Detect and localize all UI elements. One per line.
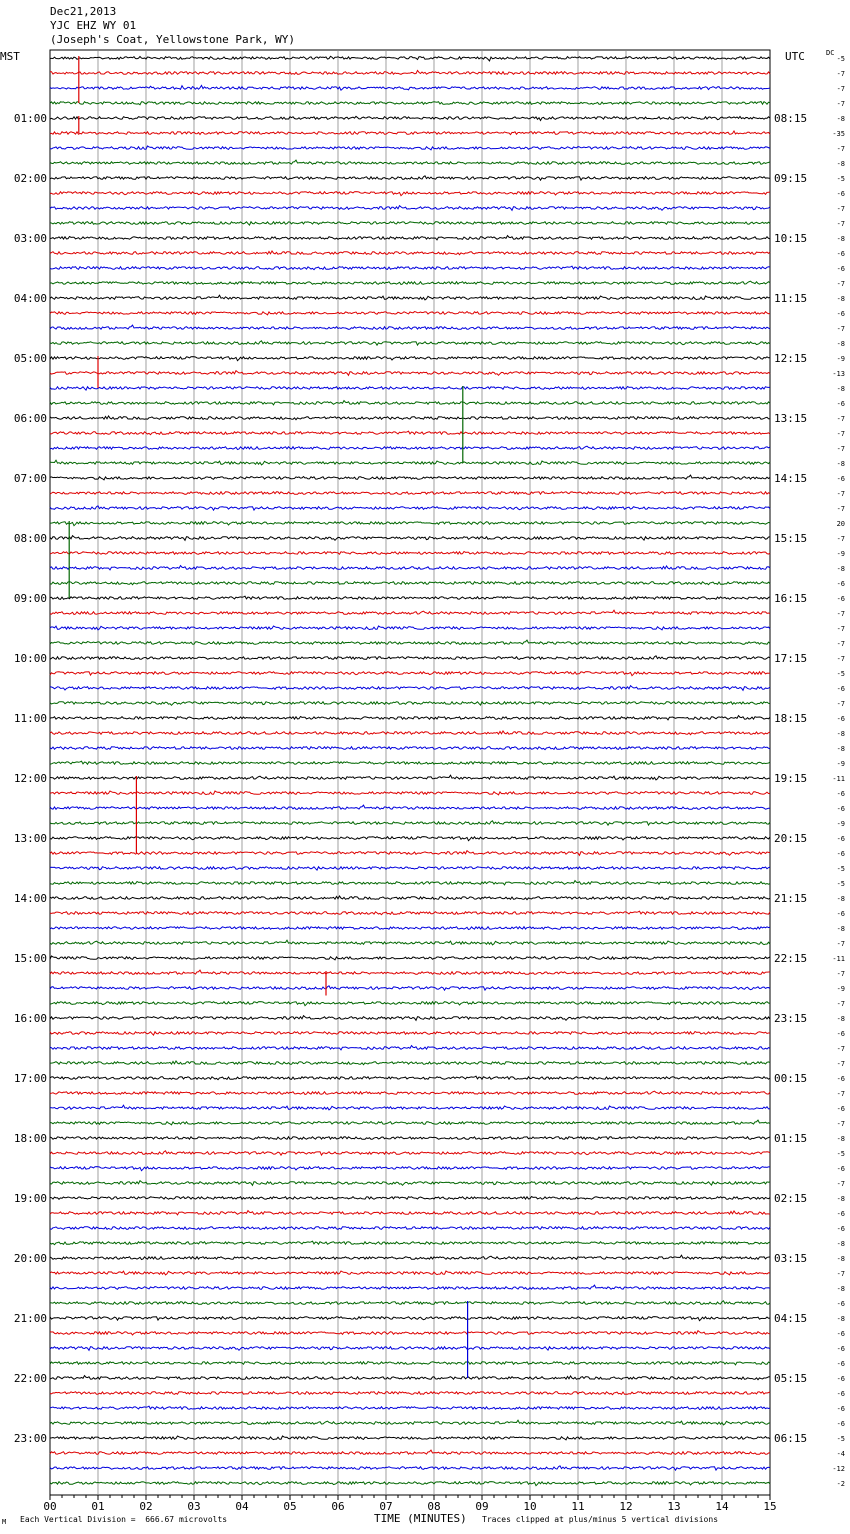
seismic-trace	[50, 1227, 770, 1230]
seismic-trace	[50, 506, 770, 510]
dc-offset-value: -7	[836, 280, 845, 288]
left-hour-label: 19:00	[13, 1192, 47, 1205]
vertical-division-note: Each Vertical Division = 666.67 microvolts	[20, 1515, 228, 1524]
dc-offset-value: -5	[836, 1435, 845, 1443]
right-hour-label: 15:15	[774, 532, 808, 545]
left-hour-label: 10:00	[13, 652, 47, 665]
right-hour-label: 08:15	[774, 112, 808, 125]
right-hour-label: 16:15	[774, 592, 808, 605]
dc-offset-value: -5	[836, 1150, 845, 1158]
seismic-trace	[50, 1061, 770, 1065]
seismic-trace	[50, 1151, 770, 1155]
dc-offset-value: -7	[836, 640, 845, 648]
dc-offset-value: -7	[836, 1180, 845, 1188]
seismic-trace	[50, 881, 770, 885]
x-tick-label: 05	[283, 1500, 297, 1513]
dc-offset-value: -7	[836, 325, 845, 333]
dc-offset-value: -5	[836, 175, 845, 183]
left-timezone-label: MST	[0, 50, 20, 63]
dc-offset-value: -6	[836, 1165, 845, 1173]
seismic-trace	[50, 206, 770, 211]
dc-offset-value: -9	[836, 820, 845, 828]
seismic-trace	[50, 927, 770, 930]
station-label: YJC EHZ WY 01	[50, 19, 137, 32]
seismic-trace	[50, 1482, 770, 1486]
seismic-trace	[50, 686, 770, 691]
dc-offset-value: -6	[836, 1375, 845, 1383]
dc-offset-value: -9	[836, 355, 845, 363]
dc-offset-value: -9	[836, 550, 845, 558]
dc-offset-value: -8	[836, 1315, 845, 1323]
seismic-trace	[50, 222, 770, 225]
dc-offset-value: -11	[832, 955, 845, 963]
seismic-trace	[50, 1331, 770, 1335]
dc-offset-value: -8	[836, 1240, 845, 1248]
seismic-trace	[50, 325, 770, 329]
x-tick-label: 06	[331, 1500, 345, 1513]
seismic-trace	[50, 536, 770, 541]
seismic-trace	[50, 805, 770, 809]
dc-offset-value: -7	[836, 205, 845, 213]
x-tick-label: 12	[619, 1500, 633, 1513]
right-hour-label: 09:15	[774, 172, 808, 185]
seismic-trace	[50, 1076, 770, 1080]
dc-offset-value: -7	[836, 625, 845, 633]
seismic-trace	[50, 640, 770, 644]
seismic-trace	[50, 1406, 770, 1409]
x-tick-label: 08	[427, 1500, 441, 1513]
seismic-trace	[50, 1450, 770, 1454]
left-hour-label: 06:00	[13, 412, 47, 425]
dc-offset-value: -8	[836, 160, 845, 168]
x-axis-title: TIME (MINUTES)	[374, 1512, 467, 1525]
x-tick-label: 01	[91, 1500, 105, 1513]
dc-offset-value: -7	[836, 505, 845, 513]
dc-offset-value: -7	[836, 220, 845, 228]
right-hour-label: 05:15	[774, 1372, 808, 1385]
dc-offset-value: -6	[836, 835, 845, 843]
dc-offset-value: -8	[836, 1015, 845, 1023]
dc-offset-value: -7	[836, 535, 845, 543]
seismic-trace	[50, 431, 770, 435]
seismic-trace	[50, 1196, 770, 1199]
dc-offset-value: -5	[836, 55, 845, 63]
right-hour-label: 17:15	[774, 652, 808, 665]
seismic-trace	[50, 986, 770, 990]
dc-offset-value: -6	[836, 1390, 845, 1398]
seismic-trace	[50, 1347, 770, 1351]
dc-offset-value: -8	[836, 895, 845, 903]
seismic-trace	[50, 867, 770, 870]
seismic-trace	[50, 357, 770, 361]
dc-offset-value: -6	[836, 595, 845, 603]
dc-offset-value: -6	[836, 910, 845, 918]
seismic-trace	[50, 610, 770, 614]
dc-offset-value: -8	[836, 295, 845, 303]
dc-offset-value: -5	[836, 670, 845, 678]
dc-offset-value: -7	[836, 655, 845, 663]
x-tick-label: 11	[571, 1500, 585, 1513]
left-hour-label: 08:00	[13, 532, 47, 545]
date-label: Dec21,2013	[50, 5, 117, 18]
dc-offset-value: -6	[836, 475, 845, 483]
dc-offset-value: -6	[836, 190, 845, 198]
x-tick-label: 10	[523, 1500, 537, 1513]
seismic-trace	[50, 475, 770, 480]
right-hour-label: 02:15	[774, 1192, 808, 1205]
x-tick-label: 15	[763, 1500, 777, 1513]
seismic-trace	[50, 116, 770, 120]
seismic-trace	[50, 160, 770, 164]
left-hour-label: 01:00	[13, 112, 47, 125]
seismic-trace	[50, 416, 770, 420]
left-hour-label: 13:00	[13, 832, 47, 845]
dc-offset-value: -7	[836, 415, 845, 423]
seismic-trace	[50, 70, 770, 74]
dc-offset-value: -35	[832, 130, 845, 138]
dc-offset-value: -6	[836, 1420, 845, 1428]
seismic-trace	[50, 1271, 770, 1275]
dc-offset-value: -7	[836, 430, 845, 438]
seismic-trace	[50, 281, 770, 284]
x-tick-label: 04	[235, 1500, 249, 1513]
seismic-trace	[50, 582, 770, 585]
left-hour-label: 03:00	[13, 232, 47, 245]
seismic-trace	[50, 566, 770, 570]
x-tick-label: 07	[379, 1500, 393, 1513]
seismic-trace	[50, 312, 770, 315]
seismic-trace	[50, 1255, 770, 1259]
right-hour-label: 22:15	[774, 952, 808, 965]
seismic-trace	[50, 1105, 770, 1110]
seismic-trace	[50, 791, 770, 795]
seismic-trace	[50, 236, 770, 240]
seismic-trace	[50, 656, 770, 659]
left-hour-label: 17:00	[13, 1072, 47, 1085]
seismic-trace	[50, 626, 770, 630]
seismic-trace	[50, 1301, 770, 1304]
dc-offset-value: -6	[836, 580, 845, 588]
dc-offset-value: -7	[836, 970, 845, 978]
seismic-trace	[50, 522, 770, 526]
seismic-trace	[50, 896, 770, 900]
seismic-trace	[50, 371, 770, 376]
right-hour-label: 00:15	[774, 1072, 808, 1085]
seismic-trace	[50, 970, 770, 974]
right-hour-label: 03:15	[774, 1252, 808, 1265]
seismic-trace	[50, 192, 770, 196]
dc-offset-value: -6	[836, 1030, 845, 1038]
right-hour-label: 14:15	[774, 472, 808, 485]
seismic-trace	[50, 851, 770, 856]
seismic-trace	[50, 1016, 770, 1021]
right-hour-label: 20:15	[774, 832, 808, 845]
right-hour-label: 19:15	[774, 772, 808, 785]
left-hour-label: 05:00	[13, 352, 47, 365]
seismic-trace	[50, 386, 770, 390]
seismic-trace	[50, 1211, 770, 1215]
dc-offset-value: -7	[836, 1060, 845, 1068]
seismic-trace	[50, 446, 770, 449]
seismic-trace	[50, 1376, 770, 1380]
dc-offset-value: -8	[836, 1255, 845, 1263]
dc-offset-value: -7	[836, 940, 845, 948]
left-hour-label: 23:00	[13, 1432, 47, 1445]
left-hour-label: 02:00	[13, 172, 47, 185]
dc-offset-values	[832, 55, 845, 1488]
seismic-trace	[50, 837, 770, 841]
seismic-trace	[50, 176, 770, 180]
clipping-note: Traces clipped at plus/minus 5 vertical divisions	[482, 1515, 719, 1524]
dc-offset-value: -9	[836, 760, 845, 768]
dc-offset-value: -6	[836, 400, 845, 408]
dc-offset-value: -8	[836, 1135, 845, 1143]
dc-offset-value: -6	[836, 1300, 845, 1308]
x-tick-label: 00	[43, 1500, 57, 1513]
dc-offset-header: DC	[826, 49, 835, 57]
dc-offset-value: -6	[836, 310, 845, 318]
dc-offset-value: -6	[836, 1210, 845, 1218]
seismic-trace	[50, 956, 770, 960]
dc-offset-value: -7	[836, 490, 845, 498]
seismic-trace	[50, 911, 770, 915]
right-hour-label: 13:15	[774, 412, 808, 425]
right-hour-label: 10:15	[774, 232, 808, 245]
left-hour-label: 18:00	[13, 1132, 47, 1145]
x-tick-label: 14	[715, 1500, 729, 1513]
left-hour-label: 12:00	[13, 772, 47, 785]
dc-offset-value: -8	[836, 460, 845, 468]
seismic-trace	[50, 596, 770, 599]
seismic-trace	[50, 1046, 770, 1050]
dc-offset-value: -6	[836, 1105, 845, 1113]
seismic-trace	[50, 401, 770, 405]
seismic-trace	[50, 1181, 770, 1186]
dc-offset-value: -7	[836, 85, 845, 93]
location-label: (Joseph's Coat, Yellowstone Park, WY)	[50, 33, 296, 46]
dc-offset-value: -8	[836, 925, 845, 933]
dc-offset-value: -7	[836, 610, 845, 618]
dc-offset-value: -6	[836, 850, 845, 858]
seismic-trace	[50, 85, 770, 90]
dc-offset-value: -8	[836, 565, 845, 573]
seismic-trace	[50, 1241, 770, 1245]
dc-offset-value: -9	[836, 985, 845, 993]
left-hour-label: 09:00	[13, 592, 47, 605]
dc-offset-value: -12	[832, 1465, 845, 1473]
dc-offset-value: -6	[836, 1345, 845, 1353]
seismic-trace	[50, 1285, 770, 1289]
dc-offset-value: -8	[836, 115, 845, 123]
dc-offset-value: -6	[836, 1075, 845, 1083]
seismic-trace	[50, 775, 770, 780]
seismic-trace	[50, 940, 770, 945]
seismic-trace	[50, 551, 770, 554]
seismic-trace	[50, 1317, 770, 1321]
dc-offset-value: -6	[836, 250, 845, 258]
dc-offset-value: -13	[832, 370, 845, 378]
seismic-trace	[50, 251, 770, 255]
seismic-trace	[50, 460, 770, 465]
seismic-trace	[50, 1420, 770, 1425]
dc-offset-value: -6	[836, 1360, 845, 1368]
seismic-trace	[50, 1120, 770, 1125]
seismic-trace	[50, 731, 770, 735]
seismic-trace	[50, 821, 770, 825]
dc-offset-value: -5	[836, 865, 845, 873]
x-tick-label: 02	[139, 1500, 153, 1513]
left-hour-label: 07:00	[13, 472, 47, 485]
seismic-trace	[50, 1167, 770, 1171]
seismic-trace	[50, 1392, 770, 1395]
seismic-trace	[50, 1436, 770, 1440]
seismic-trace	[50, 56, 770, 61]
dc-offset-value: -8	[836, 235, 845, 243]
seismic-trace	[50, 1137, 770, 1140]
dc-offset-value: -7	[836, 70, 845, 78]
seismic-trace	[50, 295, 770, 300]
seismic-trace	[50, 716, 770, 720]
left-hour-label: 16:00	[13, 1012, 47, 1025]
seismic-trace	[50, 747, 770, 750]
right-hour-label: 04:15	[774, 1312, 808, 1325]
dc-offset-value: -6	[836, 1225, 845, 1233]
dc-offset-value: -7	[836, 145, 845, 153]
dc-offset-value: -4	[836, 1450, 845, 1458]
footer-mark: M	[2, 1518, 7, 1526]
dc-offset-value: -6	[836, 1330, 845, 1338]
dc-offset-value: -8	[836, 340, 845, 348]
right-hour-labels	[774, 112, 807, 1445]
dc-offset-value: -6	[836, 805, 845, 813]
x-tick-label: 03	[187, 1500, 201, 1513]
dc-offset-value: -7	[836, 1270, 845, 1278]
x-tick-label: 09	[475, 1500, 489, 1513]
seismic-trace	[50, 702, 770, 706]
dc-offset-value: -7	[836, 1045, 845, 1053]
left-hour-labels	[14, 112, 47, 1445]
left-hour-label: 15:00	[13, 952, 47, 965]
right-hour-label: 18:15	[774, 712, 808, 725]
right-hour-label: 11:15	[774, 292, 808, 305]
dc-offset-value: -6	[836, 790, 845, 798]
dc-offset-value: -7	[836, 100, 845, 108]
seismic-trace	[50, 1361, 770, 1364]
dc-offset-value: -6	[836, 265, 845, 273]
dc-offset-value: -11	[832, 775, 845, 783]
dc-offset-value: -6	[836, 685, 845, 693]
right-timezone-label: UTC	[785, 50, 805, 63]
dc-offset-value: -8	[836, 745, 845, 753]
dc-offset-value: -7	[836, 1000, 845, 1008]
seismic-trace	[50, 761, 770, 764]
seismic-trace	[50, 146, 770, 150]
right-hour-label: 21:15	[774, 892, 808, 905]
seismic-trace	[50, 1466, 770, 1470]
left-hour-label: 14:00	[13, 892, 47, 905]
left-hour-label: 21:00	[13, 1312, 47, 1325]
seismic-trace	[50, 1002, 770, 1006]
dc-offset-value: -7	[836, 445, 845, 453]
dc-offset-value: 20	[836, 520, 845, 528]
left-hour-label: 20:00	[13, 1252, 47, 1265]
seismic-trace	[50, 131, 770, 135]
seismic-trace	[50, 266, 770, 270]
left-hour-label: 11:00	[13, 712, 47, 725]
dc-offset-value: -7	[836, 1120, 845, 1128]
dc-offset-value: -8	[836, 1285, 845, 1293]
left-hour-label: 22:00	[13, 1372, 47, 1385]
dc-offset-value: -2	[836, 1480, 845, 1488]
dc-offset-value: -8	[836, 385, 845, 393]
seismic-trace	[50, 102, 770, 106]
right-hour-label: 12:15	[774, 352, 808, 365]
dc-offset-value: -6	[836, 1405, 845, 1413]
dc-offset-value: -8	[836, 730, 845, 738]
seismic-trace	[50, 492, 770, 495]
seismic-trace	[50, 672, 770, 676]
dc-offset-value: -5	[836, 880, 845, 888]
time-axis	[43, 1495, 776, 1513]
right-hour-label: 23:15	[774, 1012, 808, 1025]
dc-offset-value: -7	[836, 700, 845, 708]
x-tick-label: 13	[667, 1500, 681, 1513]
dc-offset-value: -7	[836, 1090, 845, 1098]
seismic-trace	[50, 1091, 770, 1094]
dc-offset-value: -6	[836, 715, 845, 723]
left-hour-label: 04:00	[13, 292, 47, 305]
trace-group	[50, 56, 770, 1485]
dc-offset-value: -8	[836, 1195, 845, 1203]
seismic-trace	[50, 1031, 770, 1035]
right-hour-label: 06:15	[774, 1432, 808, 1445]
right-hour-label: 01:15	[774, 1132, 808, 1145]
seismic-trace	[50, 341, 770, 345]
